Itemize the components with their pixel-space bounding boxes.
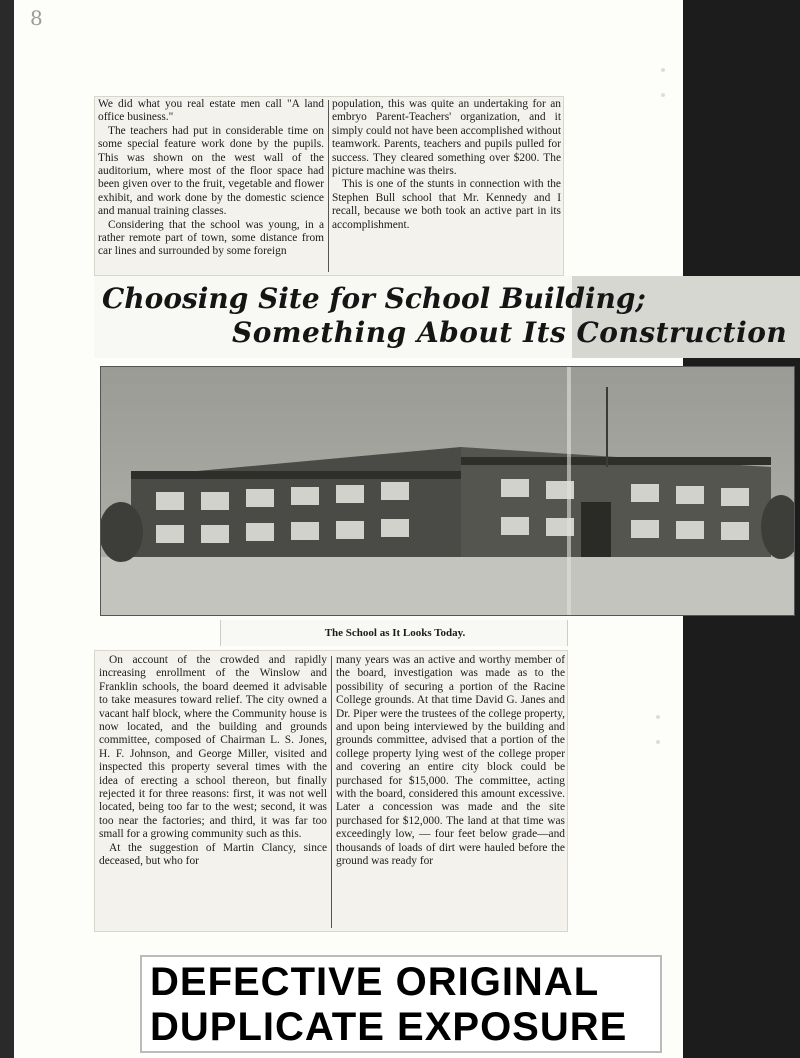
stamp-line-1: DEFECTIVE ORIGINAL — [150, 960, 600, 1004]
headline-line-1: Choosing Site for School Building; — [102, 282, 646, 315]
margin-speck — [656, 715, 660, 719]
photo-caption: The School as It Looks Today. — [324, 627, 466, 639]
paragraph: many years was an active and worthy member of the board, investigation was made as to the possibility of securing a portion of the Racine College grounds. At that time David G. Janes and Dr. Piper were the trustees of the college property, and upon being interviewed by the building and grounds committee, advised that a portion of the college property lying west of the college proper and covering an entire city block could be purchased for $15,000. The committee, acting with the board, considered this amount excessive. Later a concession was made and the site purchased for $12,000. The land at that time was exceedingly low, — four feet below grade—and thousands of loads of dirt were hauled before the ground was ready for — [336, 654, 565, 868]
bottom-right-column — [336, 654, 565, 930]
margin-speck — [656, 740, 660, 744]
stamp-line-2: DUPLICATE EXPOSURE — [150, 1005, 628, 1049]
column-rule — [331, 656, 332, 928]
top-left-column — [98, 98, 324, 274]
margin-speck — [661, 93, 665, 97]
margin-speck — [661, 68, 665, 72]
column-rule — [328, 100, 329, 272]
paragraph: The teachers had put in considerable time on some special feature work done by the pupils. This was shown on the west wall of the auditorium, where most of the floor space had been given over to the fruit, vegetable and flower exhibit, and work done by the domestic science and manual training classes. — [98, 124, 324, 218]
school-building-image — [101, 367, 795, 616]
top-right-column — [332, 98, 561, 274]
paragraph: We did what you real estate men call "A land office business." — [98, 98, 324, 124]
school-photograph — [100, 366, 795, 616]
paragraph: Considering that the school was young, in a rather remote part of town, some distance from car lines and surrounded by some foreign — [98, 218, 324, 258]
paragraph: population, this was quite an undertaking for an embryo Parent-Teachers' organization, and it simply could not have been accomplished without teamwork. Parents, teachers and pupils pulled for success. They cleared something over $200. The picture machine was theirs. — [332, 98, 561, 178]
paragraph: At the suggestion of Martin Clancy, since deceased, but who for — [99, 841, 327, 868]
paragraph: On account of the crowded and rapidly increasing enrollment of the Winslow and Franklin schools, the board deemed it advisable to take measures toward relief. The city owned a vacant half block, where the Community house is now located, and the building and grounds committee, composed of Chairman L. S. Jones, H. F. Johnson, and George Miller, visited and inspected this property several times with the idea of erecting a school thereon, but finally rejected it for three reasons: first, it was not well located, being too far to the west; second, it was too near the factories; and third, it was far too small for a growing community such as this. — [99, 654, 327, 841]
paragraph: This is one of the stunts in connection with the Stephen Bull school that Mr. Kennedy and I recall, because we both took an active part in its accomplishment. — [332, 178, 561, 231]
page-number: 8 — [30, 6, 43, 30]
bottom-left-column — [99, 654, 327, 930]
headline-line-2: Something About Its Construction — [232, 316, 788, 349]
scan-left-border — [0, 0, 14, 1058]
